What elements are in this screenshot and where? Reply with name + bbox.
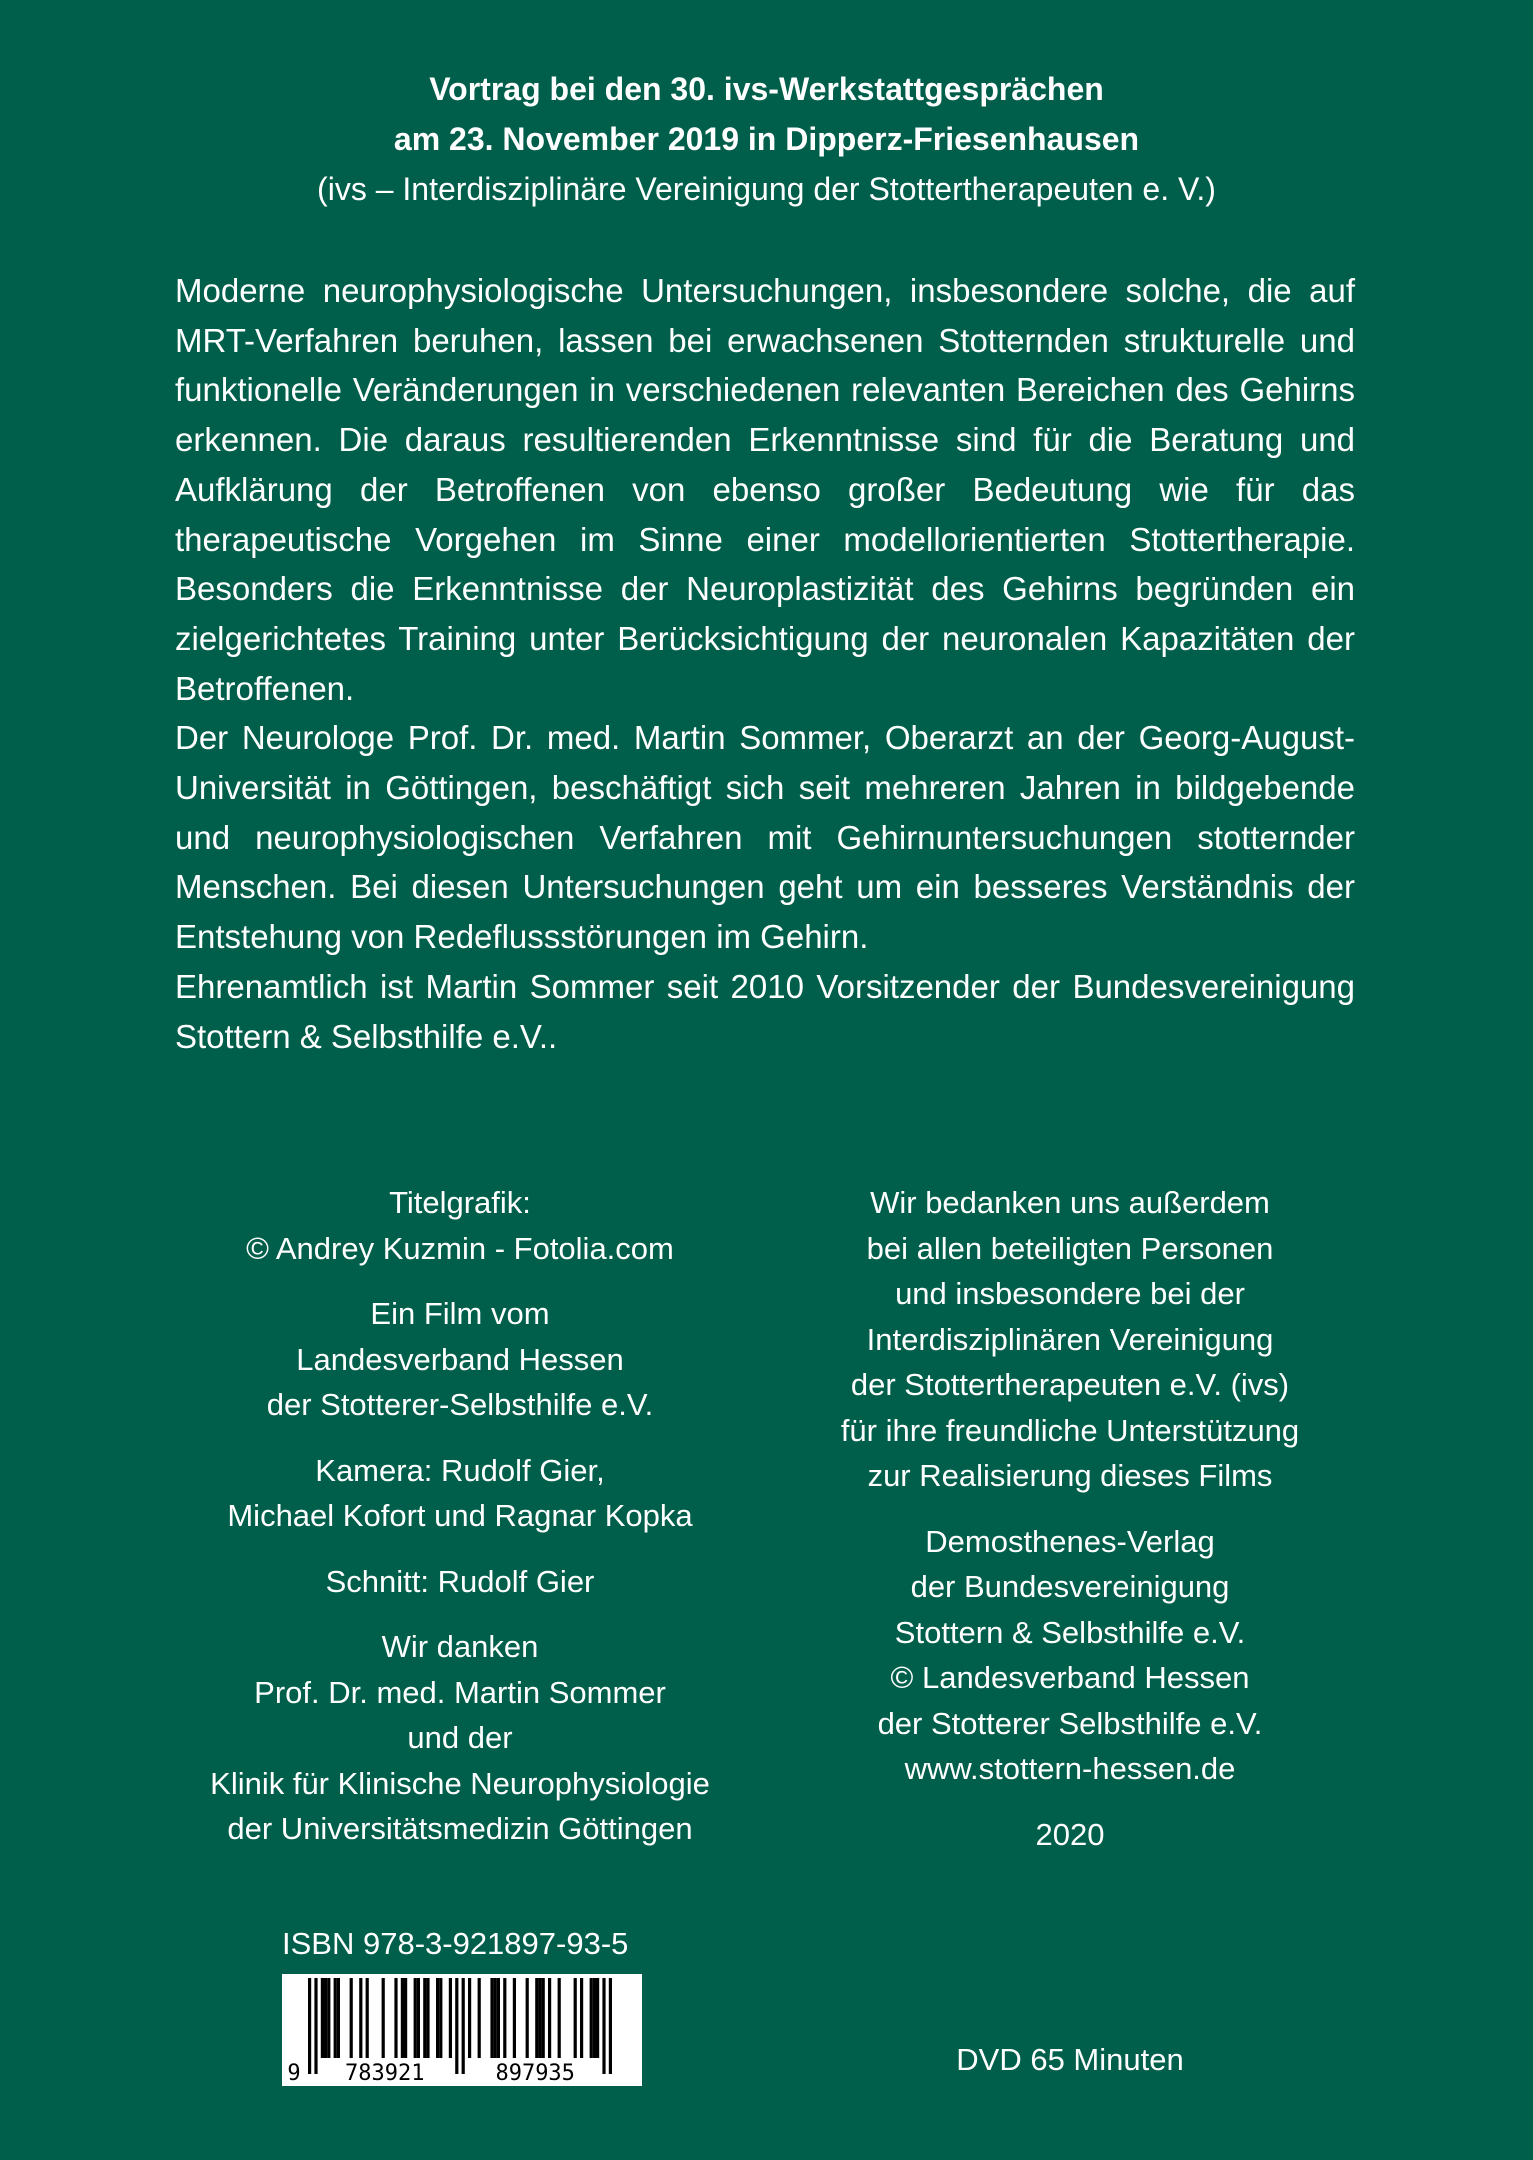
barcode-bar xyxy=(478,1978,481,2058)
barcode-bar xyxy=(513,1978,516,2058)
barcode-bar xyxy=(426,1978,429,2058)
credit-line: der Bundesvereinigung xyxy=(910,1569,1230,1604)
barcode-bar xyxy=(314,1978,317,2074)
barcode-bar xyxy=(468,1978,471,2058)
barcode-bar xyxy=(542,1978,545,2058)
barcode-bar xyxy=(503,1978,506,2058)
barcode-digits: 783921 xyxy=(345,2061,425,2086)
credit-line: der Stotterer-Selbsthilfe e.V. xyxy=(266,1387,654,1422)
barcode-bar xyxy=(526,1978,529,2058)
barcode-bar xyxy=(334,1978,337,2058)
description-paragraph-3: Ehrenamtlich ist Martin Sommer seit 2010 Vorsitzender der Bundesvereinigung Stottern & Selbsthilfe e.V.. xyxy=(175,967,1355,1055)
barcode-bar xyxy=(497,1978,500,2058)
credits-right xyxy=(770,1180,1370,1877)
credit-line: und der xyxy=(407,1720,513,1755)
credit-verlag xyxy=(770,1519,1370,1792)
barcode-bar xyxy=(455,1978,458,2074)
barcode-bar xyxy=(366,1978,369,2058)
barcode-bar xyxy=(401,1978,404,2058)
barcode-bar xyxy=(462,1978,465,2074)
barcode-bar xyxy=(359,1978,362,2058)
barcode-bar xyxy=(535,1978,538,2058)
credit-line: Interdisziplinären Vereinigung xyxy=(866,1321,1274,1357)
credit-year xyxy=(770,1812,1370,1858)
credit-line: Michael Kofort und Ragnar Kopka xyxy=(227,1498,693,1533)
barcode-bar xyxy=(558,1978,561,2058)
barcode-bar xyxy=(414,1978,417,2058)
credits-left xyxy=(160,1180,760,1872)
barcode-bar xyxy=(490,1978,493,2058)
credit-line: © Andrey Kuzmin - Fotolia.com xyxy=(246,1230,674,1266)
header-ivs-note: (ivs – Interdisziplinäre Vereinigung der Stottertherapeuten e. V.) xyxy=(317,171,1216,207)
header-title: Vortrag bei den 30. ivs-Werkstattgesprächen xyxy=(429,71,1104,107)
credit-line: Kamera: Rudolf Gier, xyxy=(315,1452,605,1488)
credit-line: der Universitätsmedizin Göttingen xyxy=(227,1811,693,1846)
barcode-bar xyxy=(494,1978,497,2058)
barcode-bar xyxy=(394,1978,397,2058)
credit-line: Schnitt: Rudolf Gier xyxy=(325,1563,595,1599)
barcode-bar xyxy=(321,1978,324,2058)
credit-line: Ein Film vom xyxy=(370,1296,550,1331)
barcode-bar xyxy=(590,1978,593,2058)
credit-kamera xyxy=(160,1448,760,1539)
description xyxy=(175,266,1355,1061)
barcode-bar xyxy=(337,1978,340,2058)
barcode-bar xyxy=(593,1978,596,2058)
barcode-graphic xyxy=(282,1974,642,2086)
credit-line: Wir bedanken uns außerdem xyxy=(870,1185,1270,1220)
barcode-digits: 9 xyxy=(287,2061,301,2086)
barcode-digits: 897935 xyxy=(495,2061,575,2086)
credit-line: für ihre freundliche Unterstützung xyxy=(840,1412,1300,1448)
year: 2020 xyxy=(1035,1816,1105,1852)
barcode-bar xyxy=(324,1978,327,2058)
credit-line: und insbesondere bei der xyxy=(895,1276,1245,1311)
barcode-bar xyxy=(417,1978,420,2058)
header xyxy=(0,64,1533,214)
barcode-bar xyxy=(439,1978,442,2058)
isbn-label: ISBN 978-3-921897-93-5 xyxy=(282,1926,629,1961)
barcode-bar xyxy=(436,1978,439,2058)
credit-line: der Stotterer Selbsthilfe e.V. xyxy=(877,1705,1263,1741)
barcode-bar xyxy=(548,1978,551,2058)
credit-line: Wir danken xyxy=(381,1629,539,1664)
credit-line: Stottern & Selbsthilfe e.V. xyxy=(894,1614,1246,1650)
credit-line: Demosthenes-Verlag xyxy=(925,1523,1215,1559)
barcode-bar xyxy=(596,1978,599,2058)
credit-line: Titelgrafik: xyxy=(389,1185,531,1220)
credit-schnitt xyxy=(160,1559,760,1605)
barcode-bar xyxy=(308,1978,311,2074)
header-date-location: am 23. November 2019 in Dipperz-Friesenhausen xyxy=(393,121,1140,157)
barcode-bar xyxy=(602,1978,605,2074)
dvd-duration: DVD 65 Minuten xyxy=(956,2042,1184,2077)
barcode-bar xyxy=(350,1978,353,2058)
credit-dank xyxy=(160,1624,760,1852)
credit-line: zur Realisierung dieses Films xyxy=(867,1458,1273,1493)
credit-line: der Stottertherapeuten e.V. (ivs) xyxy=(850,1367,1290,1402)
barcode xyxy=(282,1974,642,2086)
description-paragraph-2: Der Neurologe Prof. Dr. med. Martin Sommer, Oberarzt an der Georg-August-Universität in Göttingen, beschäftigt sich seit mehreren Jahren in bildgebende und neurophysiologischen Verfahren mit Gehirnuntersuchungen stotternder Menschen. Bei diesen Untersuchungen geht um ein besseres Verständnis der Entstehung von Redeflussstörungen im Gehirn. xyxy=(175,719,1355,956)
credit-line: Klinik für Klinische Neurophysiologie xyxy=(210,1765,710,1801)
credit-film xyxy=(160,1291,760,1428)
barcode-bar xyxy=(580,1978,583,2058)
barcode-bar xyxy=(423,1978,426,2058)
barcode-bar xyxy=(327,1978,330,2058)
credit-line: Landesverband Hessen xyxy=(296,1341,624,1377)
website-url: www.stottern-hessen.de xyxy=(904,1751,1236,1786)
barcode-bar xyxy=(449,1978,452,2058)
credit-titelgrafik xyxy=(160,1180,760,1271)
credit-line: bei allen beteiligten Personen xyxy=(866,1230,1274,1266)
barcode-bar xyxy=(538,1978,541,2058)
credit-line: © Landesverband Hessen xyxy=(890,1660,1250,1695)
credit-line: Prof. Dr. med. Martin Sommer xyxy=(254,1674,666,1710)
credit-bedanken xyxy=(770,1180,1370,1499)
barcode-bar xyxy=(382,1978,385,2058)
barcode-bar xyxy=(574,1978,577,2058)
barcode-bar xyxy=(404,1978,407,2058)
description-paragraph-1: Moderne neurophysiologische Untersuchungen, insbesondere solche, die auf MRT-Verfahren beruhen, lassen bei erwachsenen Stotternden strukturelle und funktionelle Veränderungen in verschiedenen relevanten Bereichen des Gehirns erkennen. Die daraus resultierenden Erkenntnisse sind für die Beratung und Aufklärung der Betroffenen von ebenso großer Bedeutung wie für das therapeutische Vorgehen im Sinne einer modellorientierten Stottertherapie. Besonders die Erkenntnisse der Neuroplastizität des Gehirns begründen ein zielgerichtetes Training unter Berücksichtigung der neuronalen Kapazitäten der Betroffenen. xyxy=(175,272,1355,707)
barcode-bar xyxy=(609,1978,612,2074)
